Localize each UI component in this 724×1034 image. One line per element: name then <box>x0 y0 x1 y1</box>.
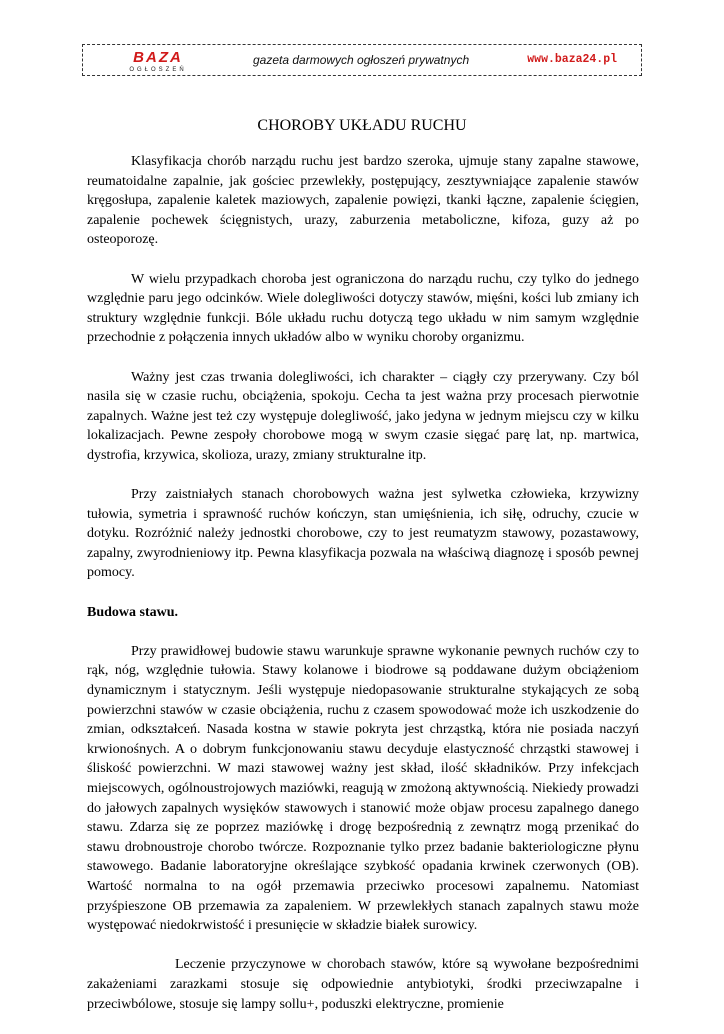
page-title: CHOROBY UKŁADU RUCHU <box>257 117 467 134</box>
page-header <box>82 44 642 76</box>
paragraph: Przy zaistniałych stanach chorobowych ważna jest sylwetka człowieka, krzywizny tułowia, symetria i sprawność ruchów kończyn, stan umięśnienia, ich siłę, odruchy, czucie w dotyku. Rozróżnić należy jednostki chorobowe, czy to jest reumatyzm stawowy, pozastawowy, zapalny, zwyrodnieniowy itp. Pewna klasyfikacja pozwala na właściwą diagnozę i sposób pewnej pomocy. <box>87 487 639 581</box>
document-body <box>87 152 639 1034</box>
paragraph: Klasyfikacja chorób narządu ruchu jest bardzo szeroka, ujmuje stany zapalne stawowe, reumatoidalne zapalnie, jak gościec przewlekły, postępujący, zesztywniające zapalenie stawów kręgosłupa, zapalenie kaletek maziowych, zapalenie powięzi, tkanki łączne, zapalenie ścięgien, zapalenie pochewek ścięgnistych, urazy, zaburzenia metaboliczne, kifoza, guzy aż po osteoporozę. <box>87 154 639 248</box>
paragraph: Przy prawidłowej budowie stawu warunkuje sprawne wykonanie pewnych ruchów czy to rąk, nóg, względnie tułowia. Stawy kolanowe i biodrowe są poddawane dużym obciążeniom dynamicznym i statycznym. Jeśli występuje niedopasowanie strukturalne stykających ze sobą powierzchni stawów w czasie obciążenia, ruchu z czasem spowodować może ich uszkodzenie do zmian, odkształceń. Nasada kostna w stawie pokryta jest chrząstką, która nie posiada naczyń krwionośnych. A o dobrym funkcjonowaniu stawu decyduje elastyczność chrząstki stawowej i śliskość powierzchni. W mazi stawowej ważny jest skład, ilość składników. Przy infekcjach miejscowych, ogólnoustrojowych maziówki, reagują w zmożoną aktywnością. Niekiedy prowadzi do jałowych zapalnych wysięków stawowych i stanowić może objaw procesu zapalnego danego stawu. Zdarza się ze poprzez maziówkę i drogę bezpośrednią z zewnątrz mogą przenikać do stawu drobnoustroje chorobo twórcze. Rozpoznanie tylko przez badanie bakteriologiczne płynu stawowego. Badanie laboratoryjne określające szybkość opadania krwinek czerwonych (OB). Wartość normalna to na ogół przemawia przeciwko procesowi zapalnemu. Natomiast przyśpieszone OB przemawia za zapaleniem. W przewlekłych stanach zapalnych stawu może występować niedokrwistość i presunięcie w składzie białek surowicy. <box>87 643 639 934</box>
paragraph: Ważny jest czas trwania dolegliwości, ich charakter – ciągły czy przerywany. Czy ból nasila się w czasie ruchu, obciążenia, spokoju. Cecha ta jest ważna przy procesach pierwotnie zapalnych. Ważne jest też czy występuje dolegliwość, jako jedyna w jednym miejscu czy w kilku lokalizacjach. Pewne zespoły chorobowe mogą w swym czasie sięgać parę lat, np. martwica, dystrofia, krzywica, skolioza, urazy, zmiany strukturalne itp. <box>87 369 639 463</box>
baza-logo <box>113 49 203 73</box>
header-tagline: gazeta darmowych ogłoszeń prywatnych <box>253 53 470 67</box>
paragraph: W wielu przypadkach choroba jest ograniczona do narządu ruchu, czy tylko do jednego względnie paru jego odcinków. Wiele dolegliwości dotyczy stawów, mięśni, kości lub zmiany ich struktury względnie funkcji. Bóle układu ruchu dotyczą tego układu w nim samym względnie przechodnie z połączenia innych układów albo w wyniku choroby organizmu. <box>87 271 639 346</box>
paragraph: Leczenie przyczynowe w chorobach stawów, które są wywołane bezpośrednimi zakażeniami zarazkami stosuje się odpowiednie antybiotyki, środki przeciwzapalne i przeciwbólowe, stosuje się lampy sollu+, poduszki elektryczne, promienie <box>87 957 639 1012</box>
header-url-link[interactable]: www.baza24.pl <box>527 53 617 66</box>
logo-sub-text: OGŁOSZEŃ <box>129 67 187 73</box>
logo-main-text: BAZA <box>133 49 183 66</box>
section-heading: Budowa stawu. <box>87 604 179 620</box>
